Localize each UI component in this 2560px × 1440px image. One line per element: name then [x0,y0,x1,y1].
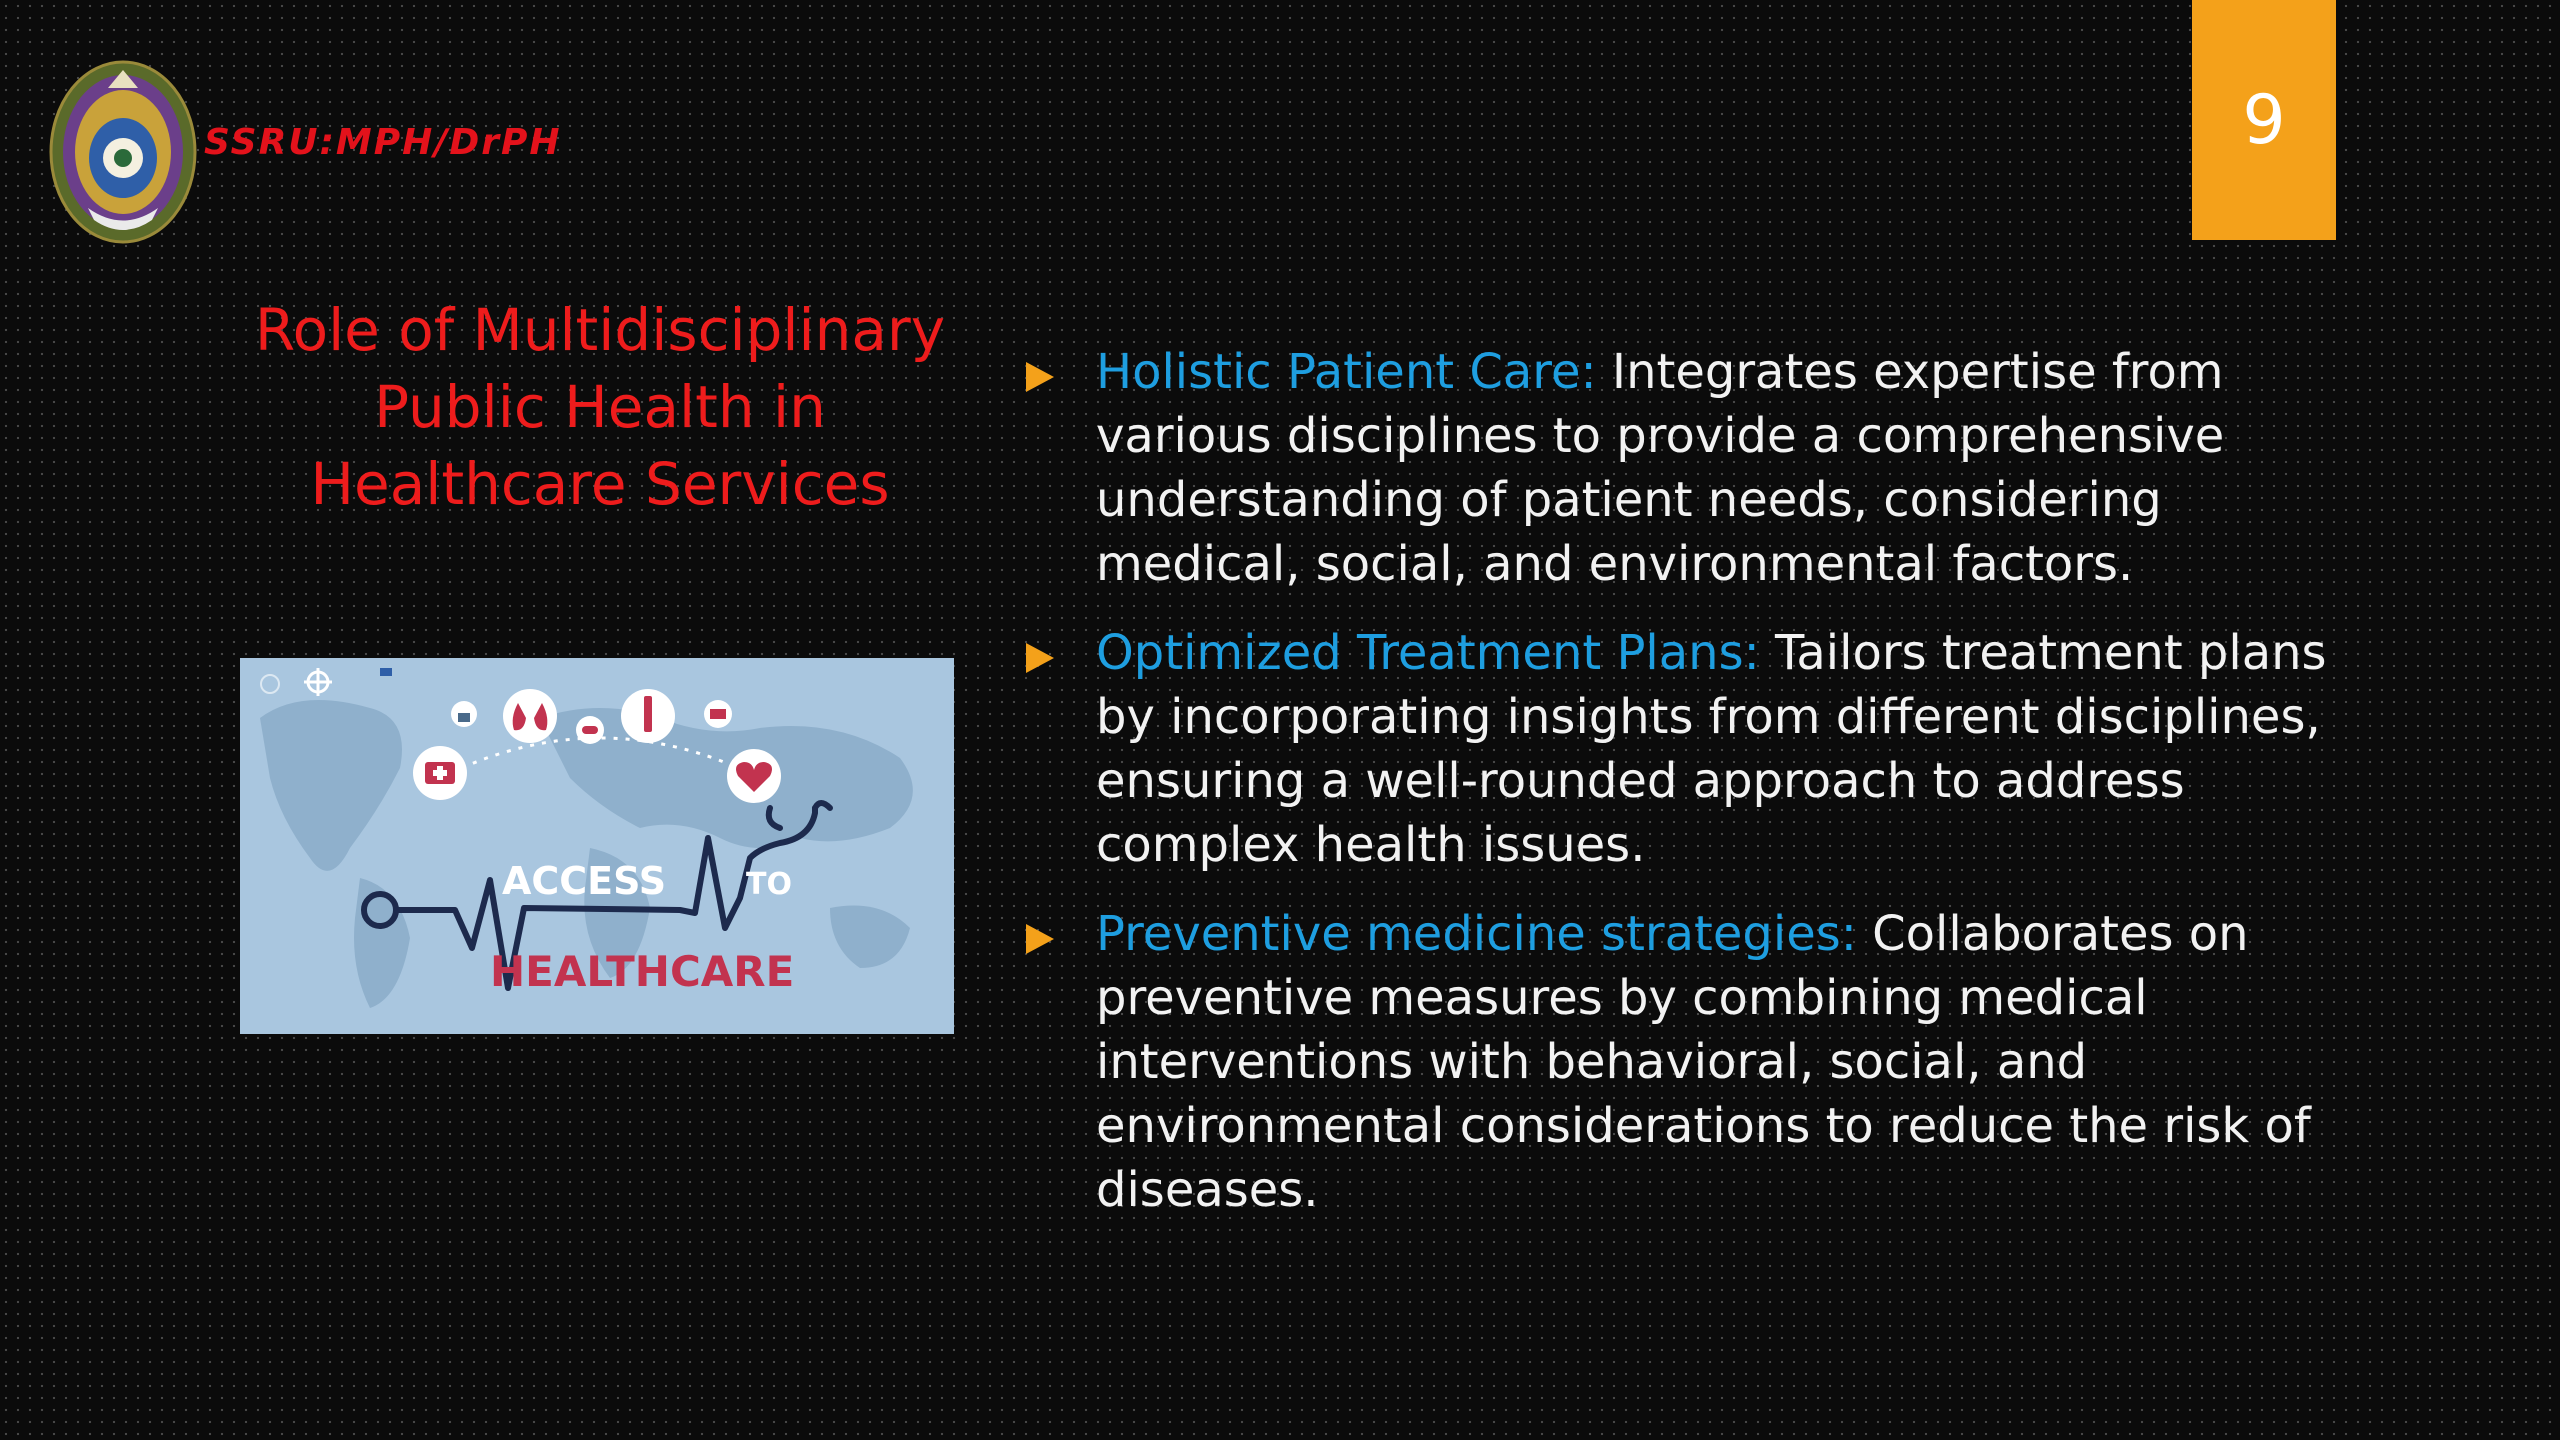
first-aid-kit-icon [413,746,467,800]
bullet-text: Tailors treatment plans by incorporating insights from different disciplines, ensuring a well-rounded approach to address complex health issues. [1096,625,2327,873]
bullet-preventive-medicine-strategies [1020,902,2340,1222]
slide-title: Role of Multidisciplinary Public Health in Healthcare Services [254,296,946,518]
lock-icon [451,701,477,727]
bullet-holistic-patient-care [1020,340,2340,596]
bullet-heading: Preventive medicine strategies: [1096,906,1857,962]
access-to-healthcare-image [240,658,954,1034]
virus-icon [304,668,332,696]
image-text-healthcare: HEALTHCARE [490,947,795,996]
bullet-heading: Holistic Patient Care: [1096,344,1597,400]
university-seal-icon [48,58,198,246]
page-number-badge: 9 [2192,0,2336,240]
image-text-to: TO [746,867,792,902]
bullet-arrow-icon [1026,643,1054,673]
image-text-access: ACCESS [502,859,667,903]
badge-icon [704,700,732,728]
bullet-list [1020,340,2340,1247]
brand-text: SSRU:MPH/DrPH [204,122,562,163]
bullet-text: Collaborates on preventive measures by combining medical interventions with behavioral, social, and environmental considerations to reduce the risk of diseases. [1096,906,2311,1218]
bullet-arrow-icon [1026,362,1054,392]
bullet-arrow-icon [1026,924,1054,954]
heart-pulse-icon [727,749,781,803]
syringe-icon [621,689,675,743]
bullet-optimized-treatment-plans [1020,621,2340,877]
lungs-icon [503,689,557,743]
bullet-heading: Optimized Treatment Plans: [1096,625,1760,681]
bullet-text: Integrates expertise from various disciplines to provide a comprehensive understanding of patient needs, considering medical, social, and environmental factors. [1096,344,2225,592]
pill-icon [576,716,604,744]
